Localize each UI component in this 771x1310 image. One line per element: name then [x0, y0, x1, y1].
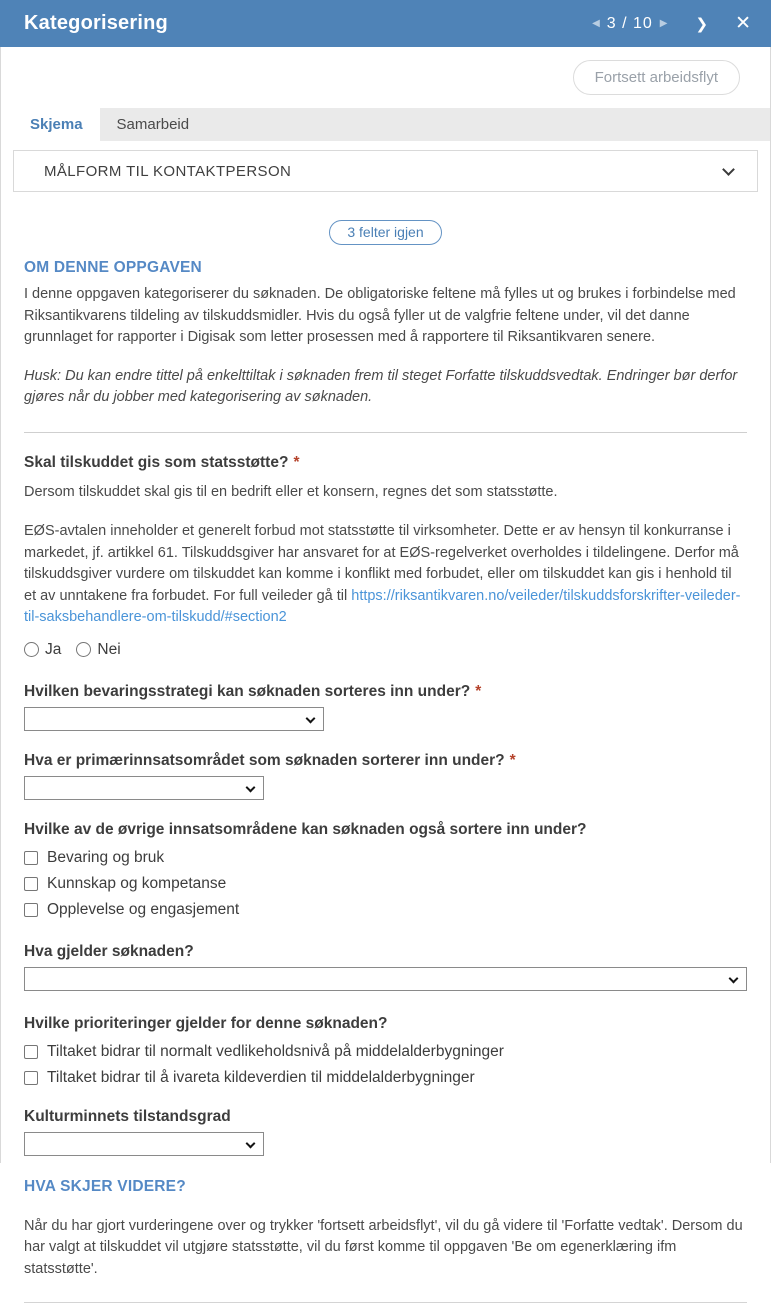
radio-ja[interactable]: [24, 641, 61, 659]
primaerinnsats-select[interactable]: [24, 776, 264, 800]
question-statsstotte-label: Skal tilskuddet gis som statsstøtte? *: [24, 453, 300, 471]
about-heading: OM DENNE OPPGAVEN: [24, 259, 202, 276]
fields-remaining-row: [24, 220, 747, 245]
bottom-divider: [24, 1302, 747, 1310]
checkbox-opplevelse-og-engasjement[interactable]: [24, 901, 747, 919]
fields-remaining-badge: 3 felter igjen: [329, 220, 441, 245]
modal-header: [0, 0, 771, 47]
next-heading: HVA SKJER VIDERE?: [24, 1177, 186, 1195]
checkbox-label: Kunnskap og kompetanse: [47, 874, 227, 892]
statsstotte-help-1: Dersom tilskuddet skal gis til en bedrift eller et konsern, regnes det som statsstøtte.: [24, 483, 558, 500]
tab-skjema[interactable]: Skjema: [13, 108, 100, 141]
next-body: Når du har gjort vurderingene over og trykker 'fortsett arbeidsflyt', vil du gå videre til 'Forfatte vedtak'. Dersom du har valgt at tilskuddet vil utgjøre statsstøtte, vil du først komme til oppgaven 'Be om egenerklæring ifm statsstøtte'.: [24, 1217, 743, 1277]
checkbox-kildeverdien[interactable]: [24, 1069, 747, 1087]
checkbox-kunnskap-og-kompetanse[interactable]: [24, 875, 747, 893]
pager-prev-icon[interactable]: ◀: [592, 18, 600, 29]
veileder-link[interactable]: https://riksantikvaren.no/veileder/tilskuddsforskrifter-veileder-til-saksbehandlere-om-tilskudd/#section2: [24, 587, 741, 625]
question-gjelder-label: Hva gjelder søknaden?: [24, 942, 194, 960]
action-bar: [1, 47, 770, 108]
gjelder-select[interactable]: [24, 967, 747, 991]
chevron-down-icon: [246, 1138, 256, 1148]
malform-collapsible-header[interactable]: [13, 150, 758, 192]
radio-icon[interactable]: [24, 642, 39, 657]
chevron-down-icon: [246, 782, 256, 792]
about-body: I denne oppgaven kategoriserer du søknaden. De obligatoriske feltene må fylles ut og brukes i forbindelse med Riksantikvarens tildeling av tilskuddsmidler. Hvis du også fyller ut de valgfrie feltene under, vil det danne grunnlaget for rapporter i Digisak som letter prosessen med å rapportere til Riksantikvaren senere.: [24, 286, 736, 345]
checkbox-icon[interactable]: [24, 877, 38, 891]
page-title: Kategorisering: [24, 12, 168, 34]
checkbox-icon[interactable]: [24, 903, 38, 917]
tilstandsgrad-select[interactable]: [24, 1132, 264, 1156]
tab-strip-fill: [206, 108, 770, 141]
checkbox-bevaring-og-bruk[interactable]: [24, 849, 747, 867]
question-primaerinnsats-label: Hva er primærinnsatsområdet som søknaden sorterer inn under? *: [24, 751, 516, 769]
statsstotte-radio-group: [24, 641, 747, 659]
pager-text: 3 / 10: [606, 14, 653, 32]
checkbox-icon[interactable]: [24, 1045, 38, 1059]
question-tilstandsgrad-label: Kulturminnets tilstandsgrad: [24, 1107, 231, 1125]
checkbox-icon[interactable]: [24, 851, 38, 865]
statsstotte-help-2: EØS-avtalen inneholder et generelt forbud mot statsstøtte til virksomheter. Dette er av hensyn til konkurranse i markedet, jf. artikkel 61. Tilskuddsgiver har ansvaret for at EØS-regelverket overholdes i tildelingene. Derfor må tilskuddsgiver vurdere om tilskuddet kan komme i konflikt med forbudet, eller om tilskuddet kan gis i henhold til et av unntakene fra forbudet. For full veileder gå til https://riksantikvaren.no/veileder/tilskuddsforskrifter-veileder-til-saksbehandlere-om-tilskudd/#section2: [24, 523, 741, 625]
radio-nei[interactable]: [76, 641, 120, 659]
checkbox-label: Tiltaket bidrar til å ivareta kildeverdien til middelalderbygninger: [47, 1068, 475, 1086]
required-marker: *: [509, 751, 516, 769]
continue-workflow-button[interactable]: Fortsett arbeidsflyt: [573, 60, 740, 95]
checkbox-label: Opplevelse og engasjement: [47, 900, 240, 918]
radio-ja-label: Ja: [45, 640, 62, 658]
section-divider: [24, 432, 747, 433]
question-prioriteringer-label: Hvilke prioriteringer gjelder for denne søknaden?: [24, 1014, 388, 1032]
radio-icon[interactable]: [76, 642, 91, 657]
bevaringsstrategi-select[interactable]: [24, 707, 324, 731]
pager: [592, 15, 667, 33]
question-ovrige-label: Hvilke av de øvrige innsatsområdene kan søknaden også sortere inn under?: [24, 820, 587, 838]
chevron-down-icon: [306, 713, 316, 723]
forward-icon[interactable]: ❯: [695, 15, 709, 33]
question-bevaringsstrategi-label: Hvilken bevaringsstrategi kan søknaden sorteres inn under? *: [24, 682, 482, 700]
chevron-down-icon: [729, 973, 739, 983]
tab-strip: [1, 108, 770, 141]
checkbox-label: Tiltaket bidrar til normalt vedlikeholdsnivå på middelalderbygninger: [47, 1042, 504, 1060]
about-note: Husk: Du kan endre tittel på enkelttiltak i søknaden frem til steget Forfatte tilskuddsvedtak. Endringer bør derfor gjøres når du jobber med kategorisering av søknaden.: [24, 367, 738, 405]
required-marker: *: [293, 453, 300, 471]
close-icon[interactable]: ✕: [735, 13, 751, 34]
tab-samarbeid[interactable]: Samarbeid: [100, 108, 207, 141]
checkbox-label: Bevaring og bruk: [47, 848, 165, 866]
pager-next-icon[interactable]: ▶: [659, 18, 668, 29]
checkbox-icon[interactable]: [24, 1071, 38, 1085]
modal-body: [0, 47, 771, 1277]
checkbox-vedlikeholdsniva[interactable]: [24, 1043, 747, 1061]
chevron-down-icon[interactable]: [722, 163, 735, 176]
form-content: [1, 220, 770, 1310]
malform-collapsible-title: MÅLFORM TIL KONTAKTPERSON: [44, 162, 292, 180]
required-marker: *: [475, 682, 482, 700]
radio-nei-label: Nei: [97, 640, 121, 658]
tab-strip-lead: [1, 108, 13, 141]
